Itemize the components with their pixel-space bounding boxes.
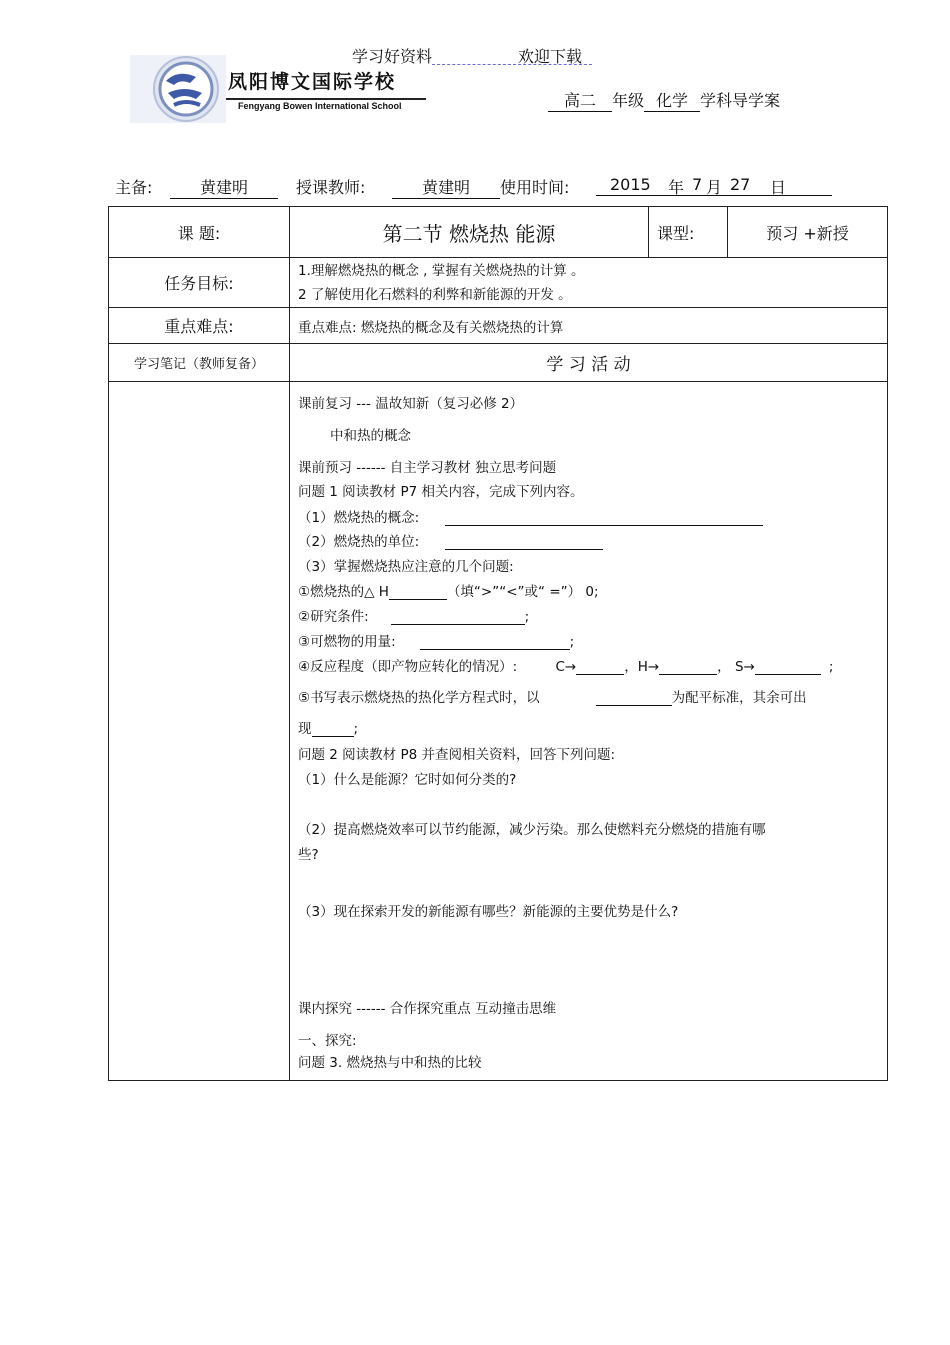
header-right-note: 欢迎下载 xyxy=(518,47,583,66)
q1-item-3: （3）掌握燃烧热应注意的几个问题: xyxy=(298,559,514,575)
q1-blank-dh[interactable] xyxy=(389,585,447,600)
subject-value: 化学 xyxy=(644,88,700,112)
q1-item-1 xyxy=(298,506,763,526)
q1-item-2 xyxy=(298,530,603,550)
q1-blank-amount[interactable] xyxy=(420,635,570,650)
goal-item-2: 2 了解使用化石燃料的利弊和新能源的开发 。 xyxy=(298,286,572,303)
q1-point-3-end: ; xyxy=(569,634,575,650)
q1-point-4-end: ; xyxy=(828,659,834,675)
q2-item-2-cont: 些? xyxy=(298,847,319,863)
activity-label: 学 习 活 动 xyxy=(290,344,888,382)
school-name-en: Fengyang Bowen International School xyxy=(238,101,402,111)
q1-item-1-text: （1）燃烧热的概念: xyxy=(298,510,420,526)
q1-point-3-text: ③可燃物的用量: xyxy=(298,634,396,650)
teacher-label: 授课教师: xyxy=(296,178,366,197)
question-3: 问题 3. 燃烧热与中和热的比较 xyxy=(298,1055,482,1071)
q1-blank-unit[interactable] xyxy=(445,535,603,550)
q1-blank-h[interactable] xyxy=(659,660,717,675)
grade-suffix: 年级 xyxy=(612,91,645,110)
q1-point-5-text: ⑤书写表示燃烧热的热化学方程式时，以 xyxy=(298,690,540,706)
key-points: 重点难点: 燃烧热的概念及有关燃烧热的计算 xyxy=(290,308,888,344)
q1-point-1-hint: （填“>”“<”或“ =”） 0; xyxy=(446,584,599,600)
date-day: 27 xyxy=(730,175,751,194)
q1-point-4-s: ， S→ xyxy=(717,659,755,675)
key-label: 重点难点: xyxy=(109,308,290,344)
q1-point-5-cont xyxy=(298,717,358,737)
q1-point-2 xyxy=(298,605,529,625)
q1-point-5-cont-text: 现 xyxy=(298,721,312,737)
q2-item-2: （2）提高燃烧效率可以节约能源，减少污染。那么使燃料充分燃烧的措施有哪 xyxy=(298,822,766,838)
q1-point-4-h: ，H→ xyxy=(624,659,660,675)
topic-label: 课 题: xyxy=(109,207,290,258)
grade-subject-line xyxy=(548,88,780,112)
explore-heading: 一、探究: xyxy=(298,1033,357,1049)
goal-cell xyxy=(290,258,888,308)
q1-point-2-end: ; xyxy=(524,609,530,625)
q1-blank-other[interactable] xyxy=(312,722,354,737)
question-1: 问题 1 阅读教材 P7 相关内容，完成下列内容。 xyxy=(298,484,584,500)
date-month-unit: 月 xyxy=(706,178,723,197)
date-year-unit: 年 xyxy=(668,178,685,197)
goal-item-1: 1.理解燃烧热的概念 , 掌握有关燃烧热的计算 。 xyxy=(298,262,585,279)
date-year: 2015 xyxy=(610,175,651,194)
q1-point-5 xyxy=(298,686,807,706)
lesson-type-label: 课型: xyxy=(649,207,728,258)
header-dashed-divider xyxy=(432,64,592,65)
q1-blank-c[interactable] xyxy=(576,660,624,675)
preparer-label: 主备: xyxy=(115,178,153,197)
activity-content xyxy=(290,382,888,1081)
school-logo xyxy=(130,55,430,123)
q2-item-1: （1）什么是能源？它时如何分类的? xyxy=(298,772,517,788)
q1-point-5-cont-end: ; xyxy=(353,721,359,737)
review-heading: 课前复习 --- 温故知新（复习必修 2） xyxy=(298,396,524,412)
grade-value: 高二 xyxy=(548,88,612,112)
q1-blank-conditions[interactable] xyxy=(391,610,525,625)
preparer-name: 黄建明 xyxy=(170,175,278,199)
q1-point-3 xyxy=(298,630,574,650)
q1-blank-concept[interactable] xyxy=(445,511,763,526)
time-label: 使用时间: xyxy=(500,178,570,197)
q1-point-1-text: ①燃烧热的△ H xyxy=(298,584,389,600)
q1-item-2-text: （2）燃烧热的单位: xyxy=(298,534,420,550)
inclass-heading: 课内探究 ------ 合作探究重点 互动撞击思维 xyxy=(298,1001,557,1017)
lesson-table xyxy=(108,206,888,1081)
q1-point-2-text: ②研究条件: xyxy=(298,609,369,625)
review-item: 中和热的概念 xyxy=(330,428,411,444)
q1-point-1 xyxy=(298,580,599,600)
topic-title: 第二节 燃烧热 能源 xyxy=(290,207,649,258)
q1-point-4 xyxy=(298,655,833,675)
date-month: 7 xyxy=(692,175,703,194)
q1-point-5-tail: 为配平标准，其余可出 xyxy=(671,690,807,706)
notes-column xyxy=(109,382,290,1081)
q1-blank-standard[interactable] xyxy=(596,691,672,706)
goal-label: 任务目标: xyxy=(109,258,290,308)
date-field xyxy=(596,175,832,196)
question-2: 问题 2 阅读教材 P8 并查阅相关资料，回答下列问题: xyxy=(298,747,616,763)
q1-point-4-c: C→ xyxy=(555,659,577,675)
q1-blank-s[interactable] xyxy=(755,660,821,675)
q1-point-4-text: ④反应程度（即产物应转化的情况）: xyxy=(298,659,518,675)
subject-suffix: 学科导学案 xyxy=(700,91,781,110)
school-name-cn: 凤阳博文国际学校 xyxy=(228,71,397,93)
date-day-unit: 日 xyxy=(770,178,787,197)
lesson-type-value: 预习 +新授 xyxy=(728,207,888,258)
header-left-note: 学习好资料 xyxy=(352,47,433,66)
preview-heading: 课前预习 ------ 自主学习教材 独立思考问题 xyxy=(298,460,557,476)
teacher-name: 黄建明 xyxy=(392,175,500,199)
q2-item-3: （3）现在探索开发的新能源有哪些？新能源的主要优势是什么? xyxy=(298,904,679,920)
notes-label: 学习笔记（教师复备） xyxy=(109,344,290,382)
